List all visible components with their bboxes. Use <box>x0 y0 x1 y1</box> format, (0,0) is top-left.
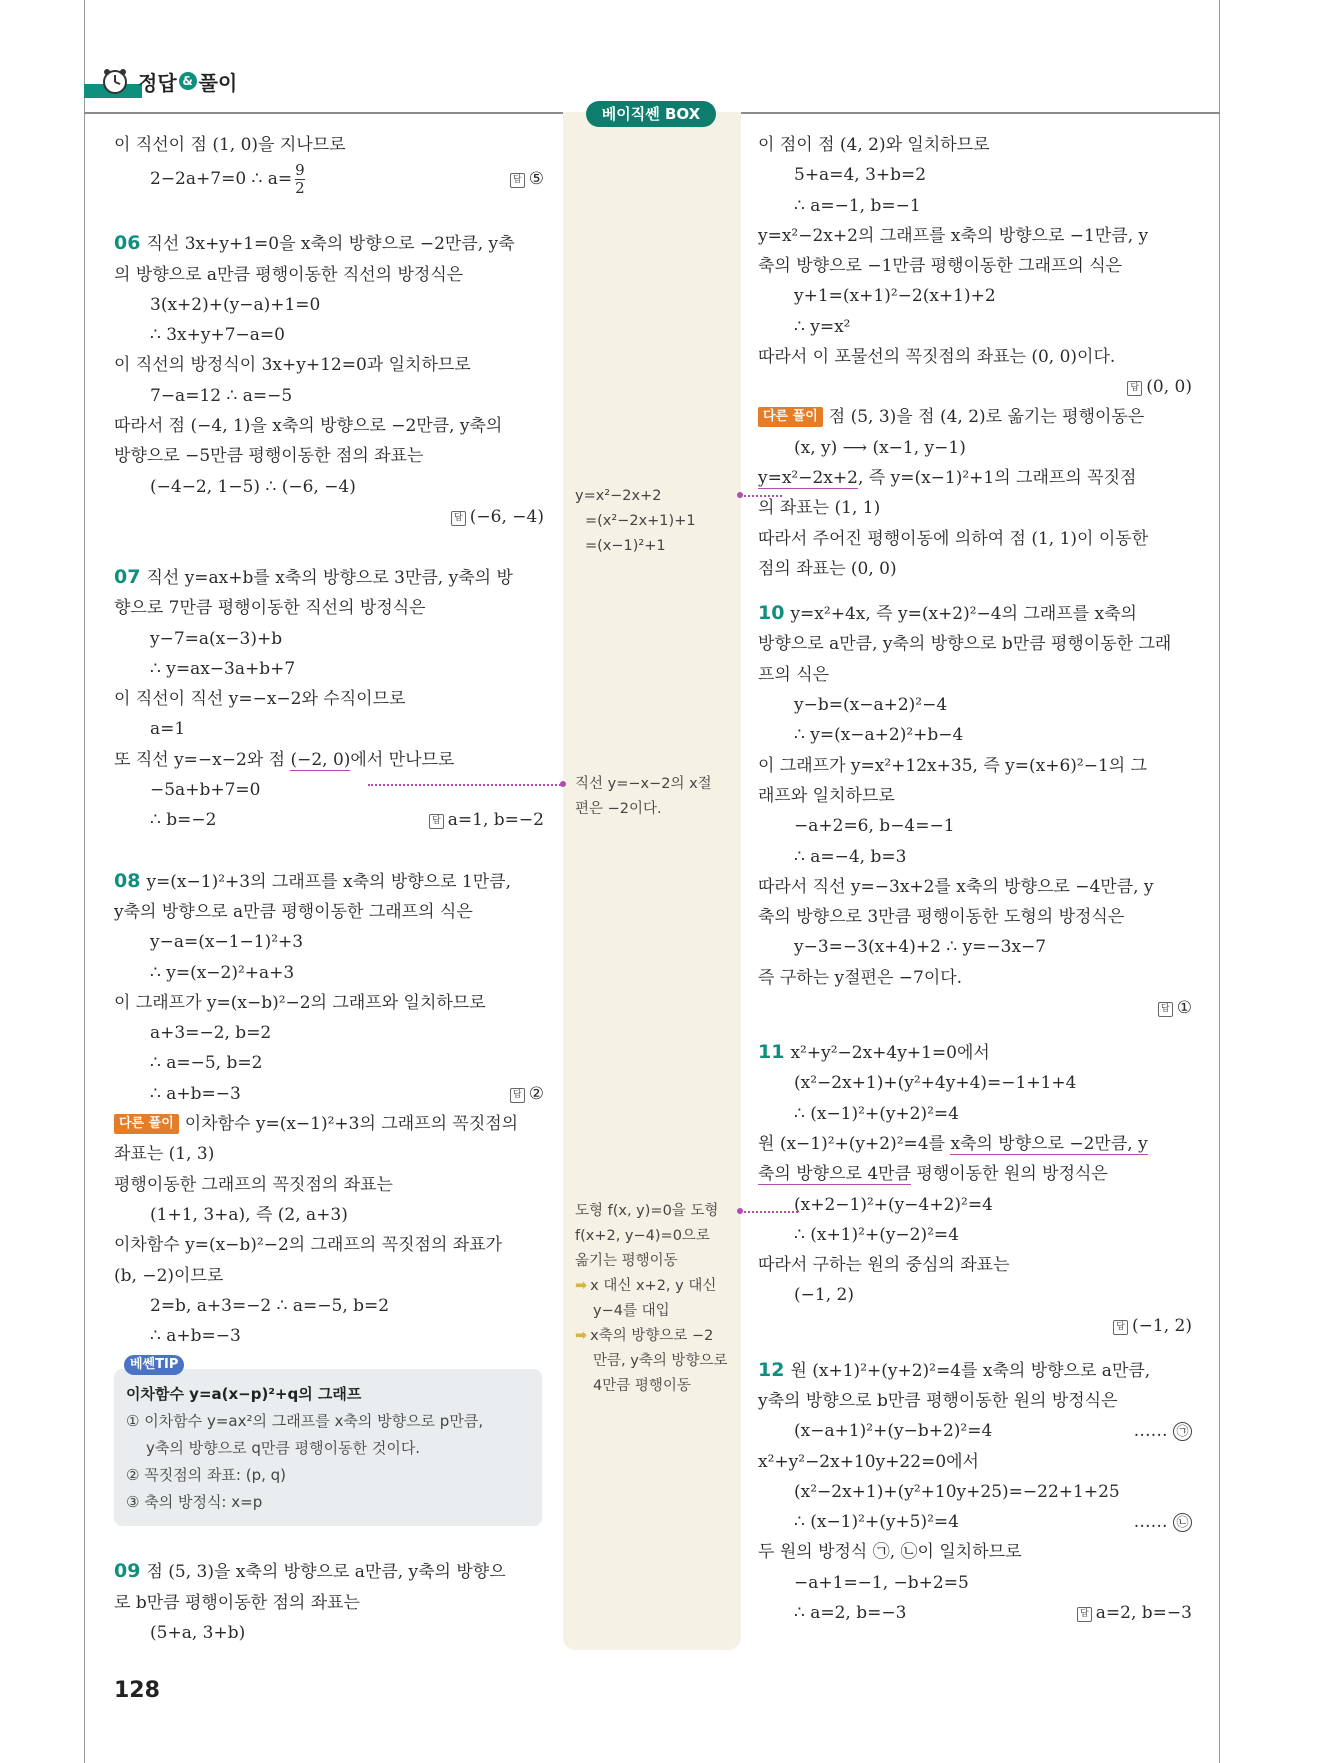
text-line: ∴ y=(x−2)²+a+3 <box>150 962 295 983</box>
problem-06: 06 직선 3x+y+1=0을 x축의 방향으로 −2만큼, y축 <box>114 232 515 255</box>
text-line: 로 b만큼 평행이동한 점의 좌표는 <box>114 1592 360 1613</box>
marker-circle: ㉡ <box>1173 1513 1192 1532</box>
basic-box-column <box>563 112 741 1650</box>
text-line: 이 직선이 직선 y=−x−2와 수직이므로 <box>114 689 406 710</box>
alt-solution: 다른 풀이 점 (5, 3)을 점 (4, 2)로 옮기는 평행이동은 <box>758 402 1192 432</box>
text-line: ∴ y=(x−a+2)²+b−4 <box>794 725 964 746</box>
text-line: −a+1=−1, −b+2=5 <box>794 1572 969 1593</box>
text-line: 5+a=4, 3+b=2 <box>794 165 927 186</box>
text-line: y축의 방향으로 b만큼 평행이동한 원의 방정식은 <box>758 1390 1118 1411</box>
underlined-text: x축의 방향으로 −2만큼, y <box>950 1133 1148 1154</box>
text-line: 이 그래프가 y=x²+12x+35, 즉 y=(x+6)²−1의 그 <box>758 755 1148 776</box>
text-line: ∴ b=−2 답 a=1, b=−2 <box>114 805 544 835</box>
side-note-line: f(x+2, y−4)=0으로 <box>575 1228 710 1244</box>
connector-dot <box>737 1208 743 1214</box>
text-line: a+3=−2, b=2 <box>150 1023 272 1044</box>
tip-box <box>114 1357 542 1526</box>
problem-12: 12 원 (x+1)²+(y+2)²=4를 x축의 방향으로 a만큼, <box>758 1358 1151 1381</box>
answer-icon: 답 <box>1158 1002 1173 1017</box>
side-note-line: 만큼, y축의 방향으로 <box>593 1353 728 1369</box>
answer: 답 ① <box>1158 993 1192 1023</box>
underlined-equation: y=x²−2x+2 <box>758 467 858 488</box>
text-line: 2−2a+7=0 ∴ a= $\frac{9}{2}$ 답 ⑤ <box>150 161 544 198</box>
text-line: (−1, 2) <box>794 1285 854 1306</box>
text-line: (x−a+1)²+(y−b+2)²=4 …… ㉠ <box>758 1416 1192 1446</box>
text-line: ∴ y=ax−3a+b+7 <box>150 658 296 679</box>
problem-09: 09 점 (5, 3)을 x축의 방향으로 a만큼, y축의 방향으 <box>114 1560 506 1583</box>
text-line: 이 점이 점 (4, 2)와 일치하므로 <box>758 135 990 155</box>
side-note-1 <box>575 484 735 559</box>
text-line: (5+a, 3+b) <box>150 1622 246 1643</box>
text-line: y+1=(x+1)²−2(x+1)+2 <box>794 286 996 307</box>
text-line: ∴ a=2, b=−3 답 a=2, b=−3 <box>758 1598 1192 1628</box>
equation-marker: …… ㉡ <box>1134 1507 1192 1537</box>
answer: 답 a=1, b=−2 <box>429 805 544 835</box>
text-line: 축의 방향으로 4만큼 평행이동한 원의 방정식은 <box>758 1164 1108 1185</box>
text-line: ∴ a=−4, b=3 <box>794 846 907 867</box>
header-title: 정답 & 풀이 <box>138 70 238 95</box>
text-line: 따라서 점 (−4, 1)을 x축의 방향으로 −2만큼, y축의 <box>114 416 503 437</box>
text-line: 이 직선이 점 (1, 0)을 지나므로 <box>114 135 346 155</box>
alt-solution: 다른 풀이 이차함수 y=(x−1)²+3의 그래프의 꼭짓점의 <box>114 1109 544 1139</box>
text-line: ∴ a=−5, b=2 <box>150 1053 263 1074</box>
text-line: ∴ a=−1, b=−1 <box>794 195 921 216</box>
side-note-line: ➡ x축의 방향으로 −2 <box>575 1328 714 1344</box>
answer: 답 (0, 0) <box>1127 372 1192 402</box>
answer-icon: 답 <box>1077 1607 1092 1622</box>
text-line: ∴ 3x+y+7−a=0 <box>150 325 285 346</box>
side-note-line: =(x−1)²+1 <box>585 538 666 554</box>
text-line: 따라서 직선 y=−3x+2를 x축의 방향으로 −4만큼, y <box>758 876 1154 897</box>
answer-line <box>758 993 1192 1023</box>
text-line: 이차함수 y=(x−b)²−2의 그래프의 꼭짓점의 좌표가 <box>114 1235 503 1256</box>
arrow-icon: ➡ <box>575 1328 588 1344</box>
problem-number: 08 <box>114 869 141 892</box>
equation-marker: …… ㉠ <box>1134 1416 1192 1446</box>
tip-line: ② 꼭짓점의 좌표: (p, q) <box>126 1466 287 1485</box>
text-line: (−4−2, 1−5) ∴ (−6, −4) <box>150 476 356 497</box>
problem-number: 09 <box>114 1560 141 1583</box>
text-line: (x²−2x+1)+(y²+4y+4)=−1+1+4 <box>794 1073 1077 1094</box>
text-line: y−7=a(x−3)+b <box>150 628 283 649</box>
text-line: 래프와 일치하므로 <box>758 785 895 806</box>
text-line: ∴ a+b=−3 <box>150 1326 241 1347</box>
answer-line <box>114 502 544 532</box>
text-line: (1+1, 3+a), 즉 (2, a+3) <box>150 1204 348 1225</box>
problem-10: 10 y=x²+4x, 즉 y=(x+2)²−4의 그래프를 x축의 <box>758 602 1137 625</box>
text-line: ∴ a+b=−3 답 ② <box>114 1079 544 1109</box>
text-line: 3(x+2)+(y−a)+1=0 <box>150 294 321 315</box>
text-line: (x+2−1)²+(y−4+2)²=4 <box>794 1194 993 1215</box>
left-column <box>114 130 544 1648</box>
text-line: 따라서 이 포물선의 꼭짓점의 좌표는 (0, 0)이다. <box>758 347 1116 368</box>
text-line: 따라서 주어진 평행이동에 의하여 점 (1, 1)이 이동한 <box>758 528 1149 549</box>
tip-title: 이차함수 y=a(x−p)²+q의 그래프 <box>126 1385 362 1404</box>
text-line: ∴ (x−1)²+(y+2)²=4 <box>794 1103 959 1124</box>
problem-07: 07 직선 y=ax+b를 x축의 방향으로 3만큼, y축의 방 <box>114 565 513 588</box>
text-line: ∴ (x−1)²+(y+5)²=4 …… ㉡ <box>758 1507 1192 1537</box>
problem-08: 08 y=(x−1)²+3의 그래프를 x축의 방향으로 1만큼, <box>114 869 511 892</box>
text-line: 점의 좌표는 (0, 0) <box>758 558 897 579</box>
text-line: 의 좌표는 (1, 1) <box>758 498 881 519</box>
ampersand-badge: & <box>179 72 197 90</box>
text-line: y축의 방향으로 a만큼 평행이동한 그래프의 식은 <box>114 901 473 922</box>
arrow-icon: ➡ <box>575 1278 588 1294</box>
page-border-left <box>84 0 85 1763</box>
text-line: −5a+b+7=0 <box>150 780 261 801</box>
problem-number: 10 <box>758 602 785 625</box>
side-note-line: 옮기는 평행이동 <box>575 1253 678 1269</box>
text-line: (b, −2)이므로 <box>114 1265 224 1286</box>
answer-icon: 답 <box>510 173 525 188</box>
text-line: 따라서 구하는 원의 중심의 좌표는 <box>758 1255 1010 1276</box>
text-line: 이 직선의 방정식이 3x+y+12=0과 일치하므로 <box>114 355 471 376</box>
side-note-line: 4만큼 평행이동 <box>593 1378 691 1394</box>
problem-number: 07 <box>114 565 141 588</box>
answer: 답 a=2, b=−3 <box>1077 1598 1192 1628</box>
problem-11: 11 x²+y²−2x+4y+1=0에서 <box>758 1041 990 1064</box>
answer: 답 ⑤ <box>510 160 544 198</box>
text-line: −a+2=6, b−4=−1 <box>794 816 955 837</box>
basic-box-label: 베이직쎈 BOX <box>586 101 716 127</box>
answer-icon: 답 <box>451 511 466 526</box>
problem-number: 12 <box>758 1358 785 1381</box>
text-line: 방향으로 a만큼, y축의 방향으로 b만큼 평행이동한 그래 <box>758 634 1172 655</box>
connector-dot <box>737 492 743 498</box>
side-note-line: 편은 −2이다. <box>575 801 662 817</box>
text-line: y−b=(x−a+2)²−4 <box>794 695 948 716</box>
alt-solution-badge: 다른 풀이 <box>758 407 823 427</box>
text-line: 2=b, a+3=−2 ∴ a=−5, b=2 <box>150 1295 390 1316</box>
text-line: 축의 방향으로 3만큼 평행이동한 도형의 방정식은 <box>758 907 1125 928</box>
side-note-line: 직선 y=−x−2의 x절 <box>575 776 712 792</box>
text-line: 프의 식은 <box>758 664 830 685</box>
answer-icon: 답 <box>429 814 444 829</box>
page-border-right <box>1219 0 1220 1763</box>
text-line: 또 직선 y=−x−2와 점 (−2, 0)에서 만나므로 <box>114 749 455 770</box>
text-line: ∴ (x+1)²+(y−2)²=4 <box>794 1224 959 1245</box>
text-line: (x, y) ⟶ (x−1, y−1) <box>794 437 966 458</box>
page-number: 128 <box>114 1678 160 1703</box>
marker-circle: ㉠ <box>1173 1422 1192 1441</box>
side-note-2 <box>575 772 735 822</box>
side-note-line: ➡ x 대신 x+2, y 대신 <box>575 1278 717 1294</box>
text-line: 좌표는 (1, 3) <box>114 1144 215 1165</box>
text-line: ∴ y=x² <box>794 316 851 337</box>
text-line: 평행이동한 그래프의 꼭짓점의 좌표는 <box>114 1174 393 1195</box>
text-line: 축의 방향으로 −1만큼 평행이동한 그래프의 식은 <box>758 256 1123 277</box>
fraction: $\frac{9}{2}$ <box>295 161 305 198</box>
tip-line: ① 이차함수 y=ax²의 그래프를 x축의 방향으로 p만큼, <box>126 1412 484 1431</box>
answer: 답 (−1, 2) <box>1113 1311 1192 1341</box>
connector-line <box>368 784 564 786</box>
text-line: 의 방향으로 a만큼 평행이동한 직선의 방정식은 <box>114 264 464 285</box>
problem-number: 06 <box>114 232 141 255</box>
text-line: 즉 구하는 y절편은 −7이다. <box>758 967 963 988</box>
underlined-text: 축의 방향으로 4만큼 <box>758 1164 911 1185</box>
text-line: y=x²−2x+2, 즉 y=(x−1)²+1의 그래프의 꼭짓점 <box>758 467 1137 488</box>
answer-icon: 답 <box>510 1088 525 1103</box>
side-note-line: y=x²−2x+2 <box>575 488 662 504</box>
answer-icon: 답 <box>1113 1320 1128 1335</box>
text-line: 7−a=12 ∴ a=−5 <box>150 385 293 406</box>
text-line: 향으로 7만큼 평행이동한 직선의 방정식은 <box>114 598 426 619</box>
text-line: y−a=(x−1−1)²+3 <box>150 932 304 953</box>
text-line: x²+y²−2x+10y+22=0에서 <box>758 1451 979 1472</box>
text-line: 원 (x−1)²+(y+2)²=4를 x축의 방향으로 −2만큼, y <box>758 1133 1148 1154</box>
text-line: y−3=−3(x+4)+2 ∴ y=−3x−7 <box>794 937 1047 958</box>
tip-line: ③ 축의 방정식: x=p <box>126 1493 263 1512</box>
side-note-line: 도형 f(x, y)=0을 도형 <box>575 1203 719 1219</box>
side-note-line: y−4를 대입 <box>593 1303 670 1319</box>
answer-icon: 답 <box>1127 381 1142 396</box>
side-note-3 <box>575 1199 735 1399</box>
text-line: 이 그래프가 y=(x−b)²−2의 그래프와 일치하므로 <box>114 992 486 1013</box>
text-line: y=x²−2x+2의 그래프를 x축의 방향으로 −1만큼, y <box>758 225 1149 246</box>
side-note-line: =(x²−2x+1)+1 <box>585 513 696 529</box>
clock-icon <box>100 66 130 96</box>
tip-line: y축의 방향으로 q만큼 평행이동한 것이다. <box>146 1439 421 1458</box>
problem-number: 11 <box>758 1041 785 1064</box>
text-line: 두 원의 방정식 ㉠, ㉡이 일치하므로 <box>758 1542 1022 1563</box>
answer: 답 ② <box>510 1079 544 1109</box>
alt-solution-badge: 다른 풀이 <box>114 1114 179 1134</box>
right-column <box>758 130 1192 1628</box>
underlined-point: (−2, 0) <box>290 749 351 770</box>
answer-line <box>758 1311 1192 1341</box>
text-line: (x²−2x+1)+(y²+10y+25)=−22+1+25 <box>794 1481 1120 1502</box>
answer: 답 (−6, −4) <box>451 502 544 532</box>
connector-dot <box>560 781 566 787</box>
answer-line <box>758 372 1192 402</box>
text-line: a=1 <box>150 719 186 740</box>
text-line: 방향으로 −5만큼 평행이동한 점의 좌표는 <box>114 446 424 467</box>
page-header <box>100 66 237 96</box>
tip-badge: 베쎈TIP <box>124 1355 184 1375</box>
